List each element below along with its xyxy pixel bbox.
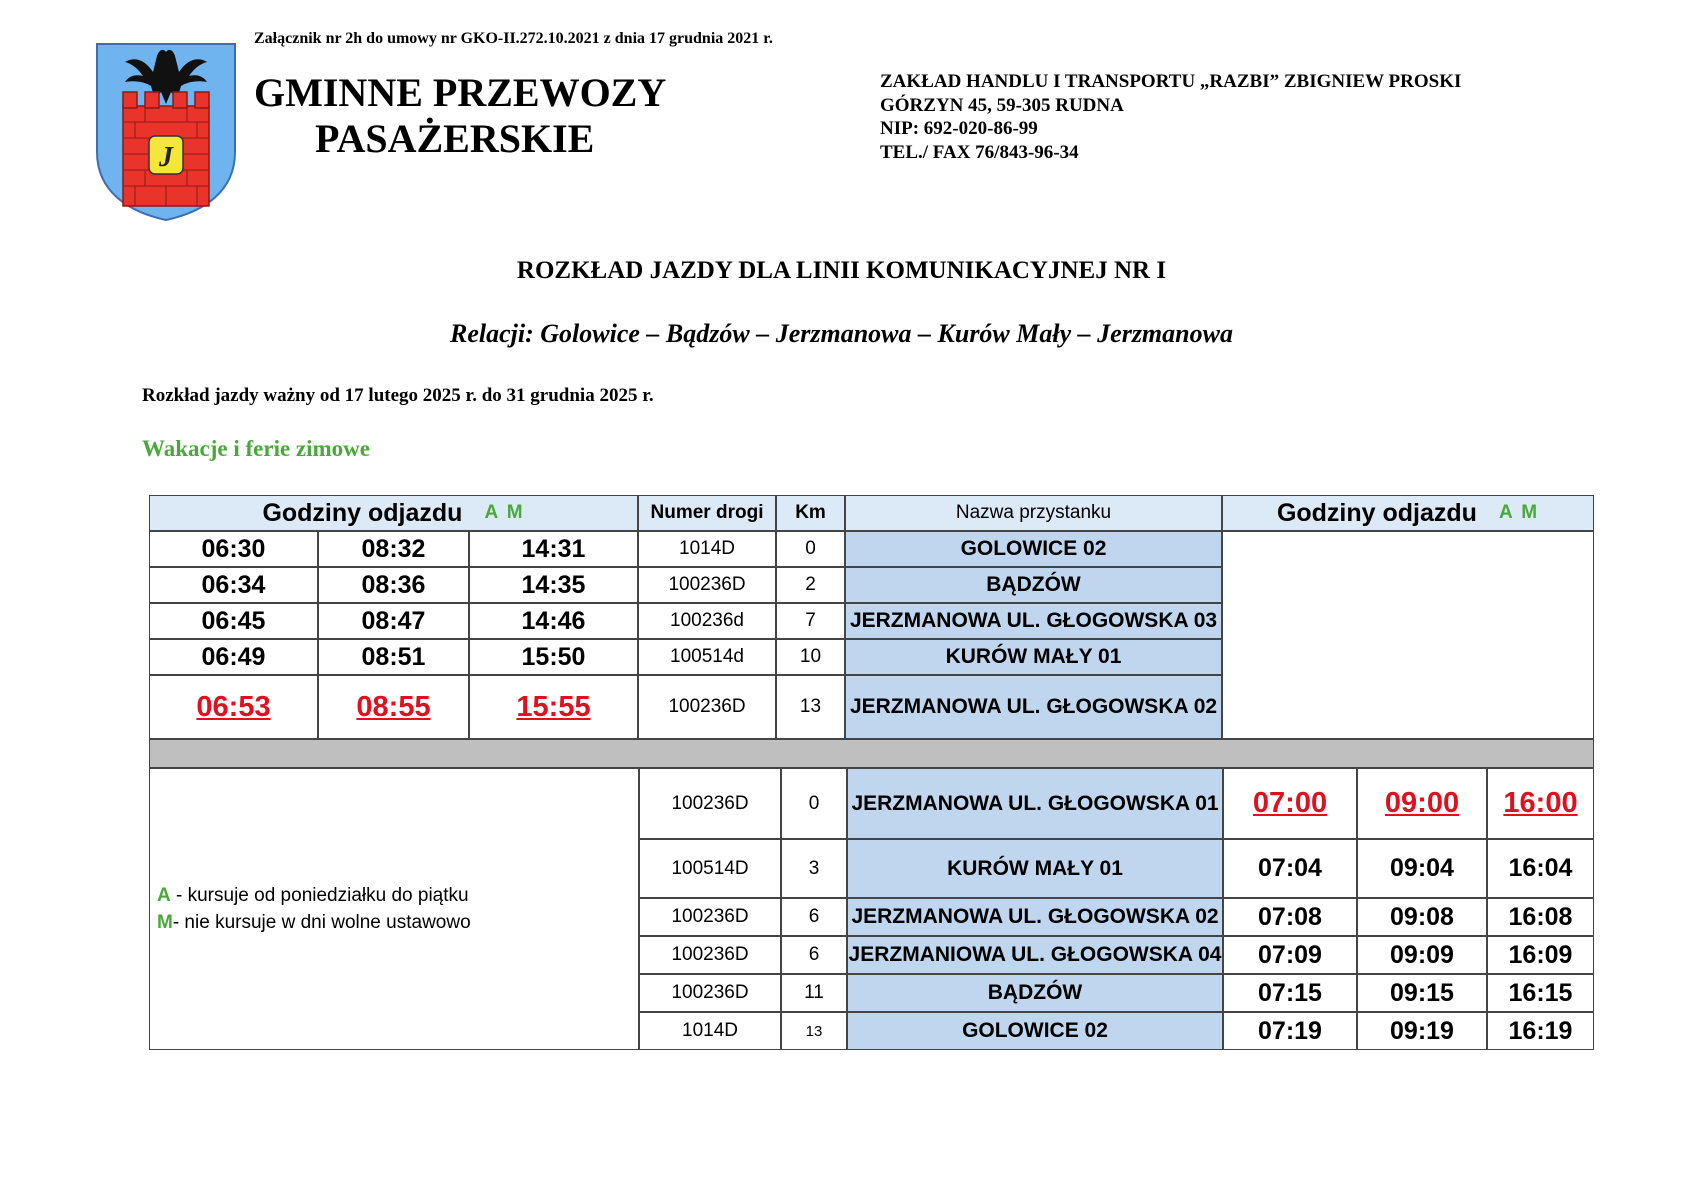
header-km: Km	[776, 495, 845, 531]
return-time: 09:15	[1357, 974, 1487, 1012]
stop-name: BĄDZÓW	[847, 974, 1223, 1012]
return-first-time: 16:00	[1487, 768, 1594, 839]
season-label: Wakacje i ferie zimowe	[142, 436, 370, 461]
legend-a-key: A	[157, 885, 171, 906]
stop-name: JERZMANOWA UL. GŁOGOWSKA 02	[847, 898, 1223, 936]
outbound-time: 06:45	[149, 603, 318, 639]
legend-m-text: - nie kursuje w dni wolne ustawowo	[172, 912, 471, 933]
km-value: 2	[776, 567, 845, 603]
return-time: 07:09	[1223, 936, 1357, 974]
km-value: 7	[776, 603, 845, 639]
return-time: 07:15	[1223, 974, 1357, 1012]
stop-name: JERZMANOWA UL. GŁOGOWSKA 02	[845, 675, 1222, 739]
return-first-time: 09:00	[1357, 768, 1487, 839]
brand-line-1: GMINNE PRZEWOZY	[254, 70, 667, 115]
route-relation: Relacji: Golowice – Bądzów – Jerzmanowa – Kurów Mały – Jerzmanowa	[450, 319, 1233, 348]
header-am-left: A M	[484, 502, 525, 523]
stop-name: GOLOWICE 02	[847, 1012, 1223, 1050]
km-value: 6	[781, 898, 847, 936]
header-am-right: A M	[1498, 502, 1540, 523]
crest-letter: J	[159, 142, 173, 173]
header-departures-right	[1222, 495, 1594, 531]
outbound-time: 08:47	[318, 603, 469, 639]
return-time: 09:04	[1357, 839, 1487, 898]
company-info	[880, 70, 1461, 164]
header-stop: Nazwa przystanku	[845, 495, 1222, 531]
outbound-time: 14:35	[469, 567, 638, 603]
validity-note: Rozkład jazdy ważny od 17 lutego 2025 r. do 31 grudnia 2025 r.	[142, 385, 654, 406]
km-value: 11	[781, 974, 847, 1012]
road-number: 100514d	[638, 639, 776, 675]
stop-name: JERZMANIOWA UL. GŁOGOWSKA 04	[847, 936, 1223, 974]
return-time: 16:15	[1487, 974, 1594, 1012]
outbound-time: 06:49	[149, 639, 318, 675]
km-value: 0	[781, 768, 847, 839]
brand-line-2: PASAŻERSKIE	[315, 116, 595, 161]
outbound-time: 08:51	[318, 639, 469, 675]
coat-of-arms-logo	[95, 42, 237, 222]
stop-name: BĄDZÓW	[845, 567, 1222, 603]
return-time: 16:08	[1487, 898, 1594, 936]
outbound-final-time: 06:53	[149, 675, 318, 739]
legend-m	[157, 909, 471, 936]
brand-title	[254, 70, 714, 162]
road-number: 100236D	[639, 974, 781, 1012]
header-departures-right-label: Godziny odjazdu	[1276, 498, 1477, 527]
stop-name: JERZMANOWA UL. GŁOGOWSKA 01	[847, 768, 1223, 839]
stop-name: KURÓW MAŁY 01	[845, 639, 1222, 675]
return-time: 09:19	[1357, 1012, 1487, 1050]
km-value: 13	[781, 1012, 847, 1050]
legend-m-key: M	[157, 912, 173, 933]
road-number: 100514D	[639, 839, 781, 898]
km-value: 10	[776, 639, 845, 675]
road-number: 100236D	[638, 567, 776, 603]
outbound-time: 14:46	[469, 603, 638, 639]
road-number: 100236d	[638, 603, 776, 639]
header-road: Numer drogi	[638, 495, 776, 531]
return-time: 16:09	[1487, 936, 1594, 974]
company-name: ZAKŁAD HANDLU I TRANSPORTU „RAZBI” ZBIGNIEW PROSKI	[880, 71, 1462, 92]
road-number: 1014D	[638, 531, 776, 567]
road-number: 100236D	[639, 898, 781, 936]
outbound-time: 08:32	[318, 531, 469, 567]
company-phone: TEL./ FAX 76/843-96-34	[880, 141, 1079, 163]
return-time: 16:19	[1487, 1012, 1594, 1050]
return-time: 07:08	[1223, 898, 1357, 936]
km-value: 6	[781, 936, 847, 974]
outbound-final-time: 08:55	[318, 675, 469, 739]
return-time: 07:19	[1223, 1012, 1357, 1050]
road-number: 100236D	[639, 768, 781, 839]
return-first-time: 07:00	[1223, 768, 1357, 839]
road-number: 100236D	[638, 675, 776, 739]
stop-name: GOLOWICE 02	[845, 531, 1222, 567]
outbound-time: 14:31	[469, 531, 638, 567]
header-departures-left	[149, 495, 638, 531]
stop-name: KURÓW MAŁY 01	[847, 839, 1223, 898]
outbound-final-time: 15:55	[469, 675, 638, 739]
separator-row	[149, 739, 1594, 768]
road-number: 100236D	[639, 936, 781, 974]
outbound-time: 06:34	[149, 567, 318, 603]
return-time: 09:08	[1357, 898, 1487, 936]
legend	[149, 768, 639, 1050]
stop-name: JERZMANOWA UL. GŁOGOWSKA 03	[845, 603, 1222, 639]
return-time: 07:04	[1223, 839, 1357, 898]
km-value: 3	[781, 839, 847, 898]
legend-a	[157, 882, 471, 909]
attachment-note: Załącznik nr 2h do umowy nr GKO-II.272.10.2021 z dnia 17 grudnia 2021 r.	[254, 30, 773, 47]
header-departures-left-label: Godziny odjazdu	[262, 498, 463, 527]
outbound-empty-block	[1222, 531, 1594, 739]
company-nip: NIP: 692-020-86-99	[880, 118, 1038, 139]
return-time: 16:04	[1487, 839, 1594, 898]
road-number: 1014D	[639, 1012, 781, 1050]
company-address: GÓRZYN 45, 59-305 RUDNA	[880, 94, 1124, 116]
km-value: 13	[776, 675, 845, 739]
km-value: 0	[776, 531, 845, 567]
document-title: ROZKŁAD JAZDY DLA LINII KOMUNIKACYJNEJ NR I	[516, 257, 1167, 284]
legend-a-text: - kursuje od poniedziałku do piątku	[170, 885, 469, 906]
timetable	[149, 495, 1594, 1050]
return-time: 09:09	[1357, 936, 1487, 974]
outbound-time: 15:50	[469, 639, 638, 675]
outbound-time: 08:36	[318, 567, 469, 603]
outbound-time: 06:30	[149, 531, 318, 567]
